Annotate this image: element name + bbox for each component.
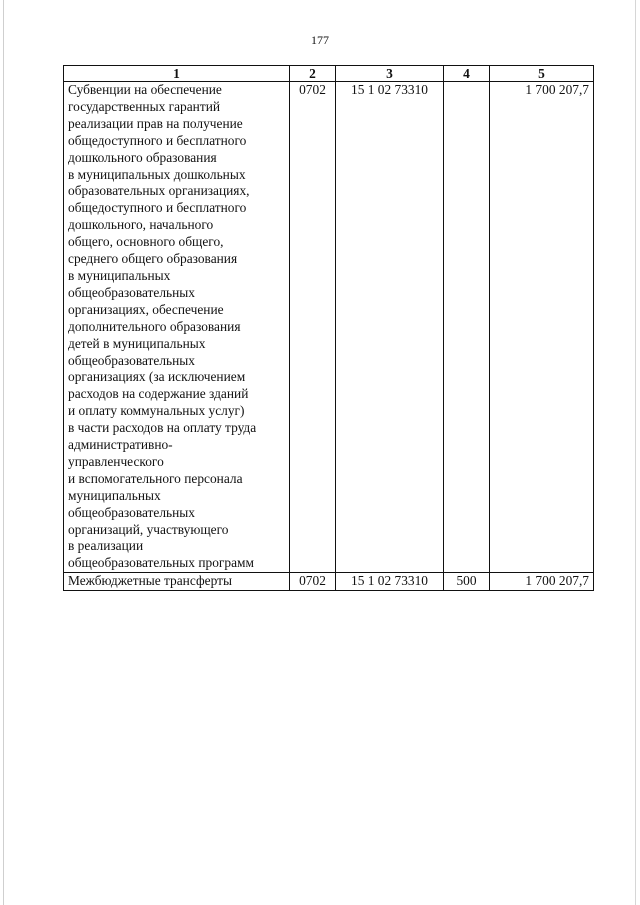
- name-line: в части расходов на оплату труда: [68, 420, 257, 436]
- name-line: общедоступного и бесплатного: [68, 132, 247, 148]
- name-line: муниципальных: [68, 487, 161, 503]
- amount-cell: 1 700 207,7: [490, 82, 594, 573]
- section-cell: 0702: [290, 82, 336, 573]
- name-line: в реализации: [68, 538, 144, 554]
- table-row: [64, 82, 594, 573]
- name-line: общеобразовательных программ: [68, 555, 254, 571]
- name-line: образовательных организациях,: [68, 183, 250, 199]
- name-line: реализации прав на получение: [68, 115, 243, 131]
- page-number: 177: [311, 33, 329, 47]
- name-line: общеобразовательных: [68, 352, 196, 368]
- name-line: государственных гарантий: [68, 98, 221, 114]
- name-line: дошкольного образования: [68, 149, 217, 165]
- target-article-cell: 15 1 02 73310: [336, 82, 444, 573]
- target-article-cell: 15 1 02 73310: [336, 573, 444, 591]
- name-line: организациях (за исключением: [68, 369, 246, 385]
- name-line: детей в муниципальных: [68, 335, 206, 351]
- column-header-5: 5: [490, 66, 594, 82]
- column-header-4: 4: [444, 66, 490, 82]
- column-header-1: 1: [64, 66, 290, 82]
- name-line: общеобразовательных: [68, 284, 196, 300]
- row-name-cell: Межбюджетные трансферты: [64, 573, 290, 591]
- expense-type-cell: 500: [444, 573, 490, 591]
- name-line: административно-: [68, 437, 173, 453]
- column-header-2: 2: [290, 66, 336, 82]
- name-line: организациях, обеспечение: [68, 301, 224, 317]
- budget-allocation-table: [63, 65, 594, 591]
- table-row: [64, 573, 594, 591]
- scan-edge-right: [635, 0, 636, 905]
- column-header-3: 3: [336, 66, 444, 82]
- name-line: в муниципальных дошкольных: [68, 166, 246, 182]
- name-line: и оплату коммунальных услуг): [68, 403, 245, 419]
- name-line: в муниципальных: [68, 267, 171, 283]
- name-line: общеобразовательных: [68, 504, 196, 520]
- name-line: организаций, участвующего: [68, 521, 229, 537]
- scan-edge-left: [3, 0, 4, 905]
- name-line: среднего общего образования: [68, 251, 238, 267]
- name-line: дополнительного образования: [68, 318, 241, 334]
- name-line: общего, основного общего,: [68, 234, 224, 250]
- name-line: Субвенции на обеспечение: [68, 82, 222, 97]
- table-header-row: [64, 66, 594, 82]
- name-line: расходов на содержание зданий: [68, 386, 249, 402]
- amount-cell: 1 700 207,7: [490, 573, 594, 591]
- name-line: дошкольного, начального: [68, 217, 214, 233]
- name-line: общедоступного и бесплатного: [68, 200, 247, 216]
- name-line: управленческого: [68, 453, 164, 469]
- name-line: и вспомогательного персонала: [68, 470, 243, 486]
- section-cell: 0702: [290, 573, 336, 591]
- expense-type-cell: [444, 82, 490, 573]
- row-name-cell: [64, 82, 290, 573]
